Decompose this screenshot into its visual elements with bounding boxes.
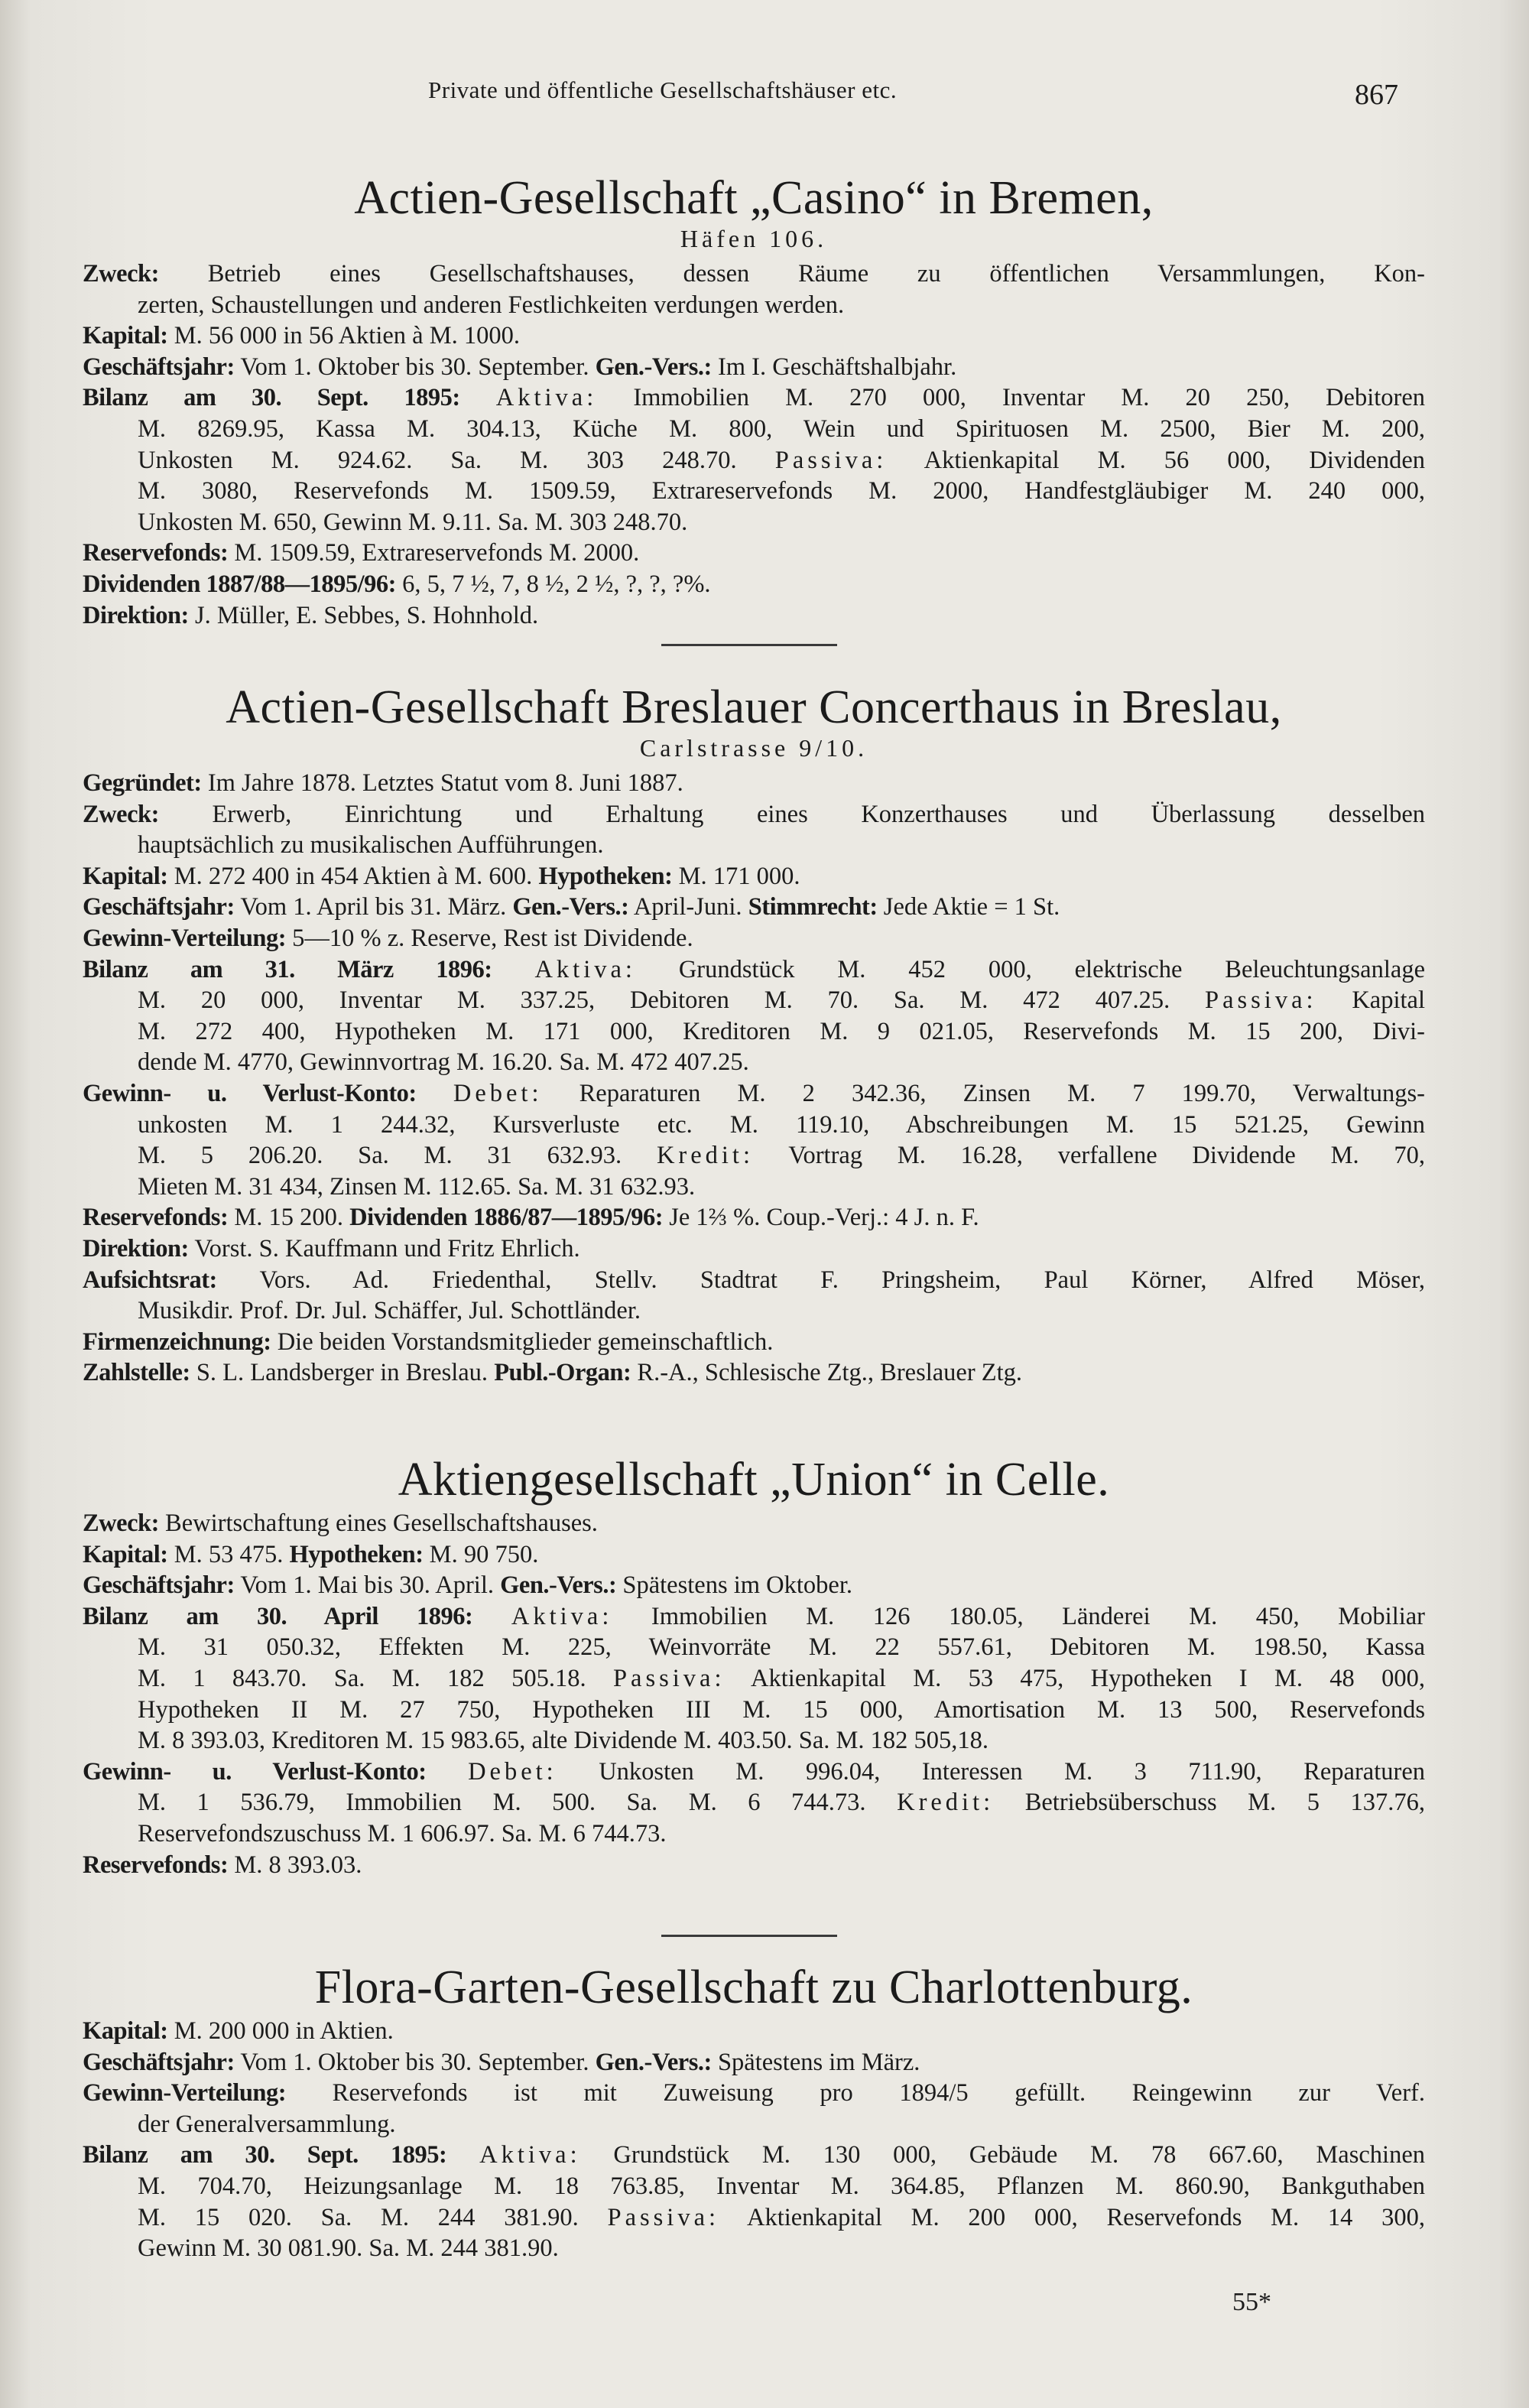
signature-mark: 55*	[1232, 2288, 1271, 2316]
entry-paragraph	[83, 1539, 1425, 1571]
text-run: Kapital	[1316, 986, 1425, 1015]
entry-paragraph	[83, 1327, 1425, 1358]
entry-paragraph	[83, 1078, 1425, 1202]
entry-paragraph	[83, 2078, 1425, 2140]
text-line: zerten, Schaustellungen und anderen Festlichkeiten verdungen werden.	[138, 291, 845, 319]
entry-paragraph	[83, 2016, 1425, 2047]
text-run: M. 15 200.	[228, 1204, 350, 1232]
text-line: unkosten M. 1 244.32, Kursverluste etc. M. 119.10, Abschreibungen M. 15 521.25, Gewinn	[138, 1110, 1425, 1139]
field-label: Bilanz am 31. März 1896:	[83, 955, 492, 983]
text-run: M. 200 000 in Aktien.	[167, 2017, 394, 2045]
text-run: 5—10 % z. Reserve, Rest ist Dividende.	[286, 924, 693, 952]
entry-paragraph	[83, 600, 1425, 632]
text-run: J. Müller, E. Sebbes, S. Hohnhold.	[188, 601, 539, 629]
text-line: der Generalversammlung.	[138, 2110, 396, 2138]
text-line	[83, 1508, 1425, 1539]
field-label: Aufsichtsrat:	[83, 1266, 217, 1294]
entry-paragraph	[83, 799, 1425, 861]
entry-paragraph	[83, 1601, 1425, 1756]
text-line	[83, 1756, 1425, 1788]
field-label: Direktion:	[83, 1234, 189, 1262]
text-run: Spätestens im März.	[711, 2048, 920, 2076]
text-run: Aktienkapital M. 56 000, Dividenden	[887, 446, 1425, 474]
text-line	[83, 320, 1425, 352]
text-line	[83, 954, 1425, 986]
field-label: Bilanz am 30. April 1896:	[83, 1602, 473, 1630]
text-run: April-Juni.	[628, 893, 748, 921]
text-run: Betriebsüberschuss M. 5 137.76,	[994, 1789, 1425, 1817]
entry-paragraph	[83, 892, 1425, 923]
text-line	[83, 1265, 1425, 1296]
text-run: 6, 5, 7 ½, 7, 8 ½, 2 ½, ?, ?, ?%.	[395, 570, 711, 598]
section-title: Aktiengesellschaft „Union“ in Celle.	[398, 1454, 1110, 1506]
text-run: Grundstück M. 452 000, elektrische Beleuchtungsanlage	[635, 955, 1425, 983]
text-line	[83, 382, 1425, 414]
spaced-label: Passiva:	[774, 446, 888, 474]
text-run: Vom 1. Oktober bis 30. September.	[234, 2048, 596, 2076]
text-line: M. 31 050.32, Effekten M. 225, Weinvorräte M. 22 557.61, Debitoren M. 198.50, Kassa	[138, 1633, 1425, 1662]
field-label: Geschäftsjahr:	[83, 2048, 235, 2076]
field-label: Gen.-Vers.:	[595, 2048, 712, 2076]
text-run: Vortrag M. 16.28, verfallene Dividende M. 70,	[754, 1142, 1426, 1170]
text-line	[83, 923, 1425, 954]
text-run: Vors. Ad. Friedenthal, Stellv. Stadtrat F. Pringsheim, Paul Körner, Alfred Möser,	[216, 1266, 1425, 1294]
text-run: M. 90 750.	[423, 1540, 539, 1568]
text-run: M. 1 536.79, Immobilien M. 500. Sa. M. 6 744.73.	[138, 1789, 898, 1817]
text-line	[83, 2140, 1425, 2171]
text-line: Mieten M. 31 434, Zinsen M. 112.65. Sa. M. 31 632.93.	[138, 1172, 696, 1201]
field-label: Stimmrecht:	[748, 893, 878, 921]
field-label: Gewinn-Verteilung:	[83, 2079, 287, 2107]
text-run: Vom 1. Mai bis 30. April.	[234, 1571, 501, 1600]
spaced-label: Aktiva:	[495, 384, 598, 412]
entry-paragraph	[83, 320, 1425, 352]
text-run: R.-A., Schlesische Ztg., Breslauer Ztg.	[631, 1359, 1023, 1387]
text-line: M. 8269.95, Kassa M. 304.13, Küche M. 800, Wein und Spirituosen M. 2500, Bier M. 200,	[138, 414, 1425, 443]
text-line: Reservefondszuschuss M. 1 606.97. Sa. M. 6 744.73.	[138, 1819, 667, 1847]
text-run	[492, 956, 535, 983]
text-run	[427, 1758, 469, 1786]
company-entry-flora-charlottenburg	[83, 1959, 1425, 2264]
field-label: Reservefonds:	[83, 539, 229, 567]
text-run: Grundstück M. 130 000, Gebäude M. 78 667.60, Maschinen	[580, 2141, 1426, 2169]
text-run: M. 171 000.	[672, 862, 800, 890]
text-line	[83, 352, 1425, 383]
entry-paragraph	[83, 352, 1425, 383]
text-run: Im I. Geschäftshalbjahr.	[711, 353, 957, 381]
entry-paragraph	[83, 1265, 1425, 1327]
field-label: Reservefonds:	[83, 1851, 229, 1879]
field-label: Dividenden 1887/88—1895/96:	[83, 570, 396, 598]
text-run: Vom 1. April bis 31. März.	[234, 893, 513, 921]
text-run: Immobilien M. 270 000, Inventar M. 20 250, Debitoren	[597, 384, 1425, 412]
text-line: Unkosten M. 650, Gewinn M. 9.11. Sa. M. 303 248.70.	[138, 508, 688, 536]
field-label: Gegründet:	[83, 769, 202, 797]
entry-paragraph	[83, 1508, 1425, 1539]
field-label: Bilanz am 30. Sept. 1895:	[83, 2141, 447, 2169]
text-run: M. 1509.59, Extrareservefonds M. 2000.	[228, 539, 640, 567]
text-line	[83, 600, 1425, 632]
text-line	[83, 861, 1425, 892]
text-run: Reservefonds ist mit Zuweisung pro 1894/5 gefüllt. Reingewinn zur Verf.	[286, 2079, 1425, 2107]
text-line	[83, 892, 1425, 923]
text-run: Aktienkapital M. 53 475, Hypotheken I M. 48 000,	[725, 1664, 1426, 1692]
text-line	[83, 1663, 1425, 1695]
section-title: Actien-Gesellschaft „Casino“ in Bremen,	[354, 172, 1154, 224]
entry-paragraph	[83, 2140, 1425, 2263]
text-run	[460, 384, 496, 411]
field-label: Kapital:	[83, 2017, 168, 2045]
text-line	[83, 2078, 1425, 2109]
field-label: Dividenden 1886/87—1895/96:	[349, 1204, 664, 1232]
entry-paragraph	[83, 258, 1425, 320]
text-run: Immobilien M. 126 180.05, Länderei M. 450, Mobiliar	[612, 1602, 1425, 1630]
section-divider	[661, 1935, 837, 1937]
text-line: M. 3080, Reservefonds M. 1509.59, Extrareservefonds M. 2000, Handfestgläubiger M. 240 000,	[138, 477, 1425, 505]
text-line	[83, 1327, 1425, 1358]
text-line	[83, 768, 1425, 799]
entry-paragraph	[83, 1756, 1425, 1850]
field-label: Zahlstelle:	[83, 1359, 190, 1387]
entry-paragraph	[83, 382, 1425, 538]
field-label: Gen.-Vers.:	[500, 1571, 617, 1600]
text-run: M. 53 475.	[167, 1540, 290, 1568]
section-address: Häfen 106.	[680, 225, 828, 252]
field-label: Hypotheken:	[289, 1540, 424, 1568]
spaced-label: Aktiva:	[534, 955, 636, 983]
field-label: Hypotheken:	[538, 862, 673, 890]
running-header	[0, 76, 1529, 115]
entry-paragraph	[83, 569, 1425, 600]
field-label: Gen.-Vers.:	[595, 353, 712, 381]
entry-paragraph	[83, 923, 1425, 954]
text-line: M. 8 393.03, Kreditoren M. 15 983.65, alte Dividende M. 403.50. Sa. M. 182 505,18.	[138, 1727, 989, 1755]
text-line	[83, 1601, 1425, 1633]
entry-paragraph	[83, 1202, 1425, 1233]
text-line	[83, 985, 1425, 1016]
spaced-label: Aktiva:	[511, 1602, 613, 1630]
text-run: M. 1 843.70. Sa. M. 182 505.18.	[138, 1664, 613, 1692]
text-run: M. 15 020. Sa. M. 244 381.90.	[138, 2203, 608, 2231]
text-line	[83, 1233, 1425, 1265]
spaced-label: Debet:	[453, 1079, 543, 1107]
text-run: Unkosten M. 996.04, Interessen M. 3 711.90, Reparaturen	[557, 1757, 1425, 1786]
spaced-label: Aktiva:	[479, 2141, 581, 2169]
text-line	[83, 1202, 1425, 1233]
text-line	[83, 799, 1425, 830]
text-run	[472, 1603, 511, 1630]
field-label: Publ.-Organ:	[494, 1359, 631, 1387]
field-label: Geschäftsjahr:	[83, 893, 235, 921]
company-entry-union-celle	[83, 1451, 1425, 1880]
text-run: Betrieb eines Gesellschaftshauses, dessen Räume zu öffentlichen Versammlungen, Kon-	[158, 260, 1425, 288]
spaced-label: Passiva:	[607, 2203, 720, 2231]
text-line	[83, 2047, 1425, 2078]
running-title: Private und öffentliche Gesellschaftshäuser etc.	[428, 76, 898, 103]
text-run: Unkosten M. 924.62. Sa. M. 303 248.70.	[138, 446, 775, 474]
text-line: M. 272 400, Hypotheken M. 171 000, Kreditoren M. 9 021.05, Reservefonds M. 15 200, Divi-	[138, 1017, 1425, 1045]
spaced-label: Debet:	[468, 1757, 557, 1786]
text-run: Aktienkapital M. 200 000, Reservefonds M. 14 300,	[719, 2203, 1426, 2231]
text-run: Vorst. S. Kauffmann und Fritz Ehrlich.	[188, 1234, 580, 1262]
text-run: Je 1⅔ %. Coup.-Verj.: 4 J. n. F.	[663, 1204, 979, 1232]
text-run: M. 8 393.03.	[228, 1851, 362, 1879]
spaced-label: Passiva:	[1205, 986, 1317, 1015]
entry-paragraph	[83, 1570, 1425, 1601]
text-line: hauptsächlich zu musikalischen Aufführungen.	[138, 831, 604, 860]
text-run: M. 20 000, Inventar M. 337.25, Debitoren M. 70. Sa. M. 472 407.25.	[138, 986, 1205, 1015]
field-label: Gewinn- u. Verlust-Konto:	[83, 1757, 427, 1786]
section-address: Carlstrasse 9/10.	[639, 734, 868, 762]
field-label: Gewinn-Verteilung:	[83, 924, 287, 952]
text-run: Die beiden Vorstandsmitglieder gemeinschaftlich.	[271, 1327, 774, 1356]
field-label: Kapital:	[83, 1540, 168, 1568]
field-label: Geschäftsjahr:	[83, 1571, 235, 1600]
text-line	[83, 1140, 1425, 1172]
text-run	[417, 1080, 453, 1107]
text-line	[83, 538, 1425, 569]
field-label: Bilanz am 30. Sept. 1895:	[83, 384, 460, 412]
entry-paragraph	[83, 861, 1425, 892]
text-line	[83, 1570, 1425, 1601]
text-run: S. L. Landsberger in Breslau.	[190, 1359, 495, 1387]
text-line	[83, 258, 1425, 290]
text-run: M. 56 000 in 56 Aktien à M. 1000.	[167, 322, 520, 350]
text-line	[83, 1357, 1425, 1389]
field-label: Reservefonds:	[83, 1204, 229, 1232]
field-label: Gen.-Vers.:	[512, 893, 629, 921]
text-line	[83, 2202, 1425, 2234]
section-divider	[661, 644, 837, 646]
text-run: Bewirtschaftung eines Gesellschaftshauses.	[158, 1509, 598, 1537]
page-number: 867	[1355, 79, 1398, 111]
entry-paragraph	[83, 1357, 1425, 1389]
text-line	[83, 445, 1425, 476]
field-label: Kapital:	[83, 322, 168, 350]
field-label: Zweck:	[83, 1509, 159, 1537]
entry-paragraph	[83, 1850, 1425, 1881]
field-label: Kapital:	[83, 862, 168, 890]
company-entry-casino-bremen	[83, 170, 1425, 631]
section-title: Flora-Garten-Gesellschaft zu Charlottenburg.	[314, 1961, 1193, 2013]
text-line	[83, 1078, 1425, 1110]
company-entry-concerthaus-breslau	[83, 679, 1425, 1389]
field-label: Direktion:	[83, 601, 189, 629]
text-line: dende M. 4770, Gewinnvortrag M. 16.20. Sa. M. 472 407.25.	[138, 1048, 749, 1077]
text-run: M. 272 400 in 454 Aktien à M. 600.	[167, 862, 539, 890]
entry-paragraph	[83, 1233, 1425, 1265]
text-run	[446, 2141, 479, 2169]
field-label: Zweck:	[83, 260, 159, 288]
text-run: Im Jahre 1878. Letztes Statut vom 8. Juni 1887.	[201, 769, 683, 797]
text-run: Reparaturen M. 2 342.36, Zinsen M. 7 199.70, Verwaltungs-	[542, 1079, 1425, 1107]
text-run: M. 5 206.20. Sa. M. 31 632.93.	[138, 1142, 657, 1170]
field-label: Firmenzeichnung:	[83, 1327, 271, 1356]
spaced-label: Kredit:	[656, 1142, 754, 1170]
text-line: Hypotheken II M. 27 750, Hypotheken III M. 15 000, Amortisation M. 13 500, Reservefonds	[138, 1695, 1425, 1724]
text-line	[83, 2016, 1425, 2047]
spaced-label: Kredit:	[897, 1789, 995, 1817]
text-line: M. 704.70, Heizungsanlage M. 18 763.85, Inventar M. 364.85, Pflanzen M. 860.90, Bankguthaben	[138, 2172, 1425, 2200]
entry-paragraph	[83, 954, 1425, 1078]
text-line	[83, 1850, 1425, 1881]
text-line	[83, 1787, 1425, 1818]
field-label: Zweck:	[83, 800, 159, 828]
text-run: Vom 1. Oktober bis 30. September.	[234, 353, 596, 381]
text-run: Jede Aktie = 1 St.	[877, 893, 1060, 921]
section-title: Actien-Gesellschaft Breslauer Concerthaus in Breslau,	[226, 681, 1282, 733]
text-run: Spätestens im Oktober.	[616, 1571, 852, 1600]
field-label: Gewinn- u. Verlust-Konto:	[83, 1079, 417, 1107]
text-line	[83, 569, 1425, 600]
field-label: Geschäftsjahr:	[83, 353, 235, 381]
text-line	[83, 1539, 1425, 1571]
spaced-label: Passiva:	[612, 1664, 726, 1692]
text-line: Gewinn M. 30 081.90. Sa. M. 244 381.90.	[138, 2234, 559, 2263]
text-run: Erwerb, Einrichtung und Erhaltung eines Konzerthauses und Überlassung desselben	[158, 800, 1425, 828]
entry-paragraph	[83, 2047, 1425, 2078]
entry-paragraph	[83, 538, 1425, 569]
entry-paragraph	[83, 768, 1425, 799]
text-line: Musikdir. Prof. Dr. Jul. Schäffer, Jul. Schottländer.	[138, 1297, 641, 1325]
